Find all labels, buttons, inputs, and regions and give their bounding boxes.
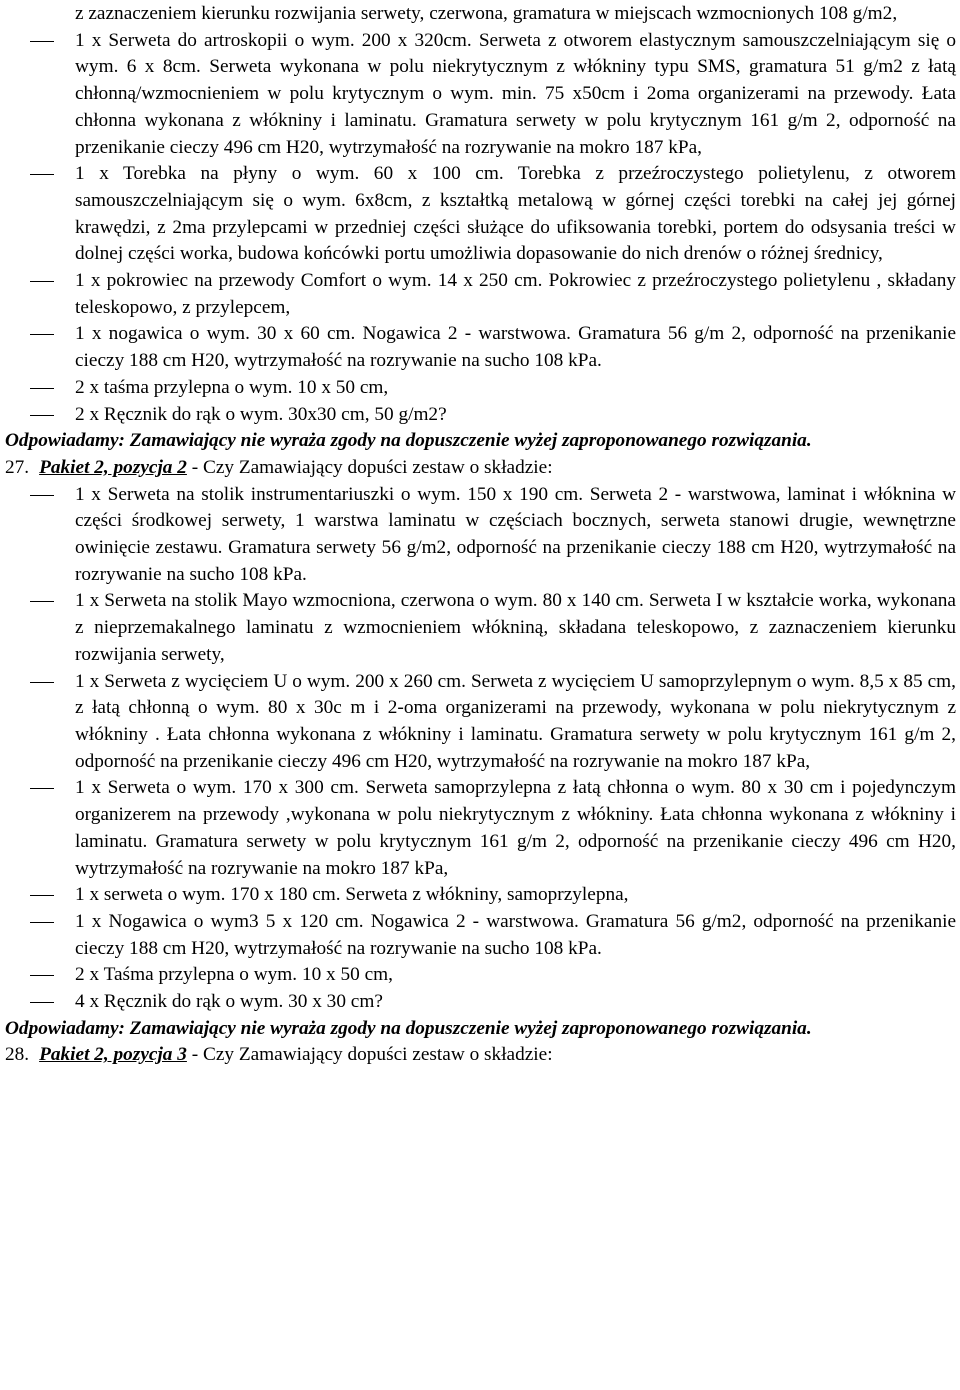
list-item: 1 x Nogawica o wym3 5 x 120 cm. Nogawica 2 - warstwowa. Gramatura 56 g/m2, odporność na przenikanie cieczy 188 cm H20, wytrzymałość na rozrywanie na sucho 108 kPa. [75, 910, 956, 959]
list-item: 1 x serweta o wym. 170 x 180 cm. Serweta z włókniny, samoprzylepna, [75, 884, 629, 906]
list-item: 1 x Serweta na stolik instrumentariuszki o wym. 150 x 190 cm. Serweta 2 - warstwowa, laminat i włóknina w części środkowej serwety, 1 warstwa laminatu w częściach bocznych, serweta stanowi drugie, wewnętrzne owinięcie zestawu. Gramatura serwety 56 g/m2, odporność na przenikanie cieczy 188 cm H20, wytrzymałość na rozrywanie na sucho 108 kPa. [75, 483, 956, 585]
paragraph-continuation: z zaznaczeniem kierunku rozwijania serwety, czerwona, gramatura w miejscach wzmocnionych 108 g/m2, [75, 3, 898, 24]
question-text: - Czy Zamawiający dopuści zestaw o składzie: [186, 456, 553, 478]
list-item: 2 x Ręcznik do rąk o wym. 30x30 cm, 50 g/m2? [75, 403, 447, 425]
question-number: 27. [5, 456, 30, 478]
question-heading [5, 1042, 956, 1069]
list-item: 2 x taśma przylepna o wym. 10 x 50 cm, [75, 376, 389, 398]
list-item: 4 x Ręcznik do rąk o wym. 30 x 30 cm? [75, 991, 383, 1013]
list-item: 1 x Serweta o wym. 170 x 300 cm. Serweta samoprzylepna z łatą chłonna o wym. 80 x 30 cm i pojedynczym organizerem na przewody ,wykonana w polu niekrytycznym z włókniny. Łata chłonna wykonana z włókniny i laminatu. Gramatura serwety w polu krytycznym 161 g/m 2, odporność na przenikanie cieczy 496 cm H20, wytrzymałość na rozrywanie na mokro 187 kPa, [75, 777, 956, 879]
package-reference: Pakiet 2, pozycja 2 [39, 456, 187, 478]
list-item: 1 x Serweta z wycięciem U o wym. 200 x 260 cm. Serweta z wycięciem U samoprzylepnym o wym. 8,5 x 85 cm, z łatą chłonną o wym. 80 x 30c m i 2-oma organizerami na przewody, wykonana w polu niekrytycznym z włókniny . Łata chłonna wykonana z włókniny i laminatu. Gramatura serwety w polu krytycznym 161 g/m 2, odporność na przenikanie cieczy 496 cm H20, wytrzymałość na rozrywanie na mokro 187 kPa, [75, 670, 956, 772]
list-item: 1 x Serweta do artroskopii o wym. 200 x 320cm. Serweta z otworem elastycznym samouszczelniającym się o wym. 6 x 8cm. Serweta wykonana w polu niekrytycznym z włókniny typu SMS, gramatura 51 g/m2 z łatą chłonną/wzmocnieniem w polu krytycznym o wym. min. 75 x50cm i 2oma organizerami na przewody. Łata chłonna wykonana z włókniny i laminatu. Gramatura serwety w polu krytycznym 161 g/m 2, odporność na przenikanie cieczy 496 cm H20, wytrzymałość na rozrywanie na mokro 187 kPa, [75, 29, 956, 158]
list-item: 2 x Taśma przylepna o wym. 10 x 50 cm, [75, 964, 393, 986]
bullet-list-a [0, 28, 960, 429]
document-page [0, 1, 960, 1069]
question-number: 28. [5, 1044, 30, 1066]
list-item: 1 x nogawica o wym. 30 x 60 cm. Nogawica 2 - warstwowa. Gramatura 56 g/m 2, odporność na przenikanie cieczy 188 cm H20, wytrzymałość na rozrywanie na sucho 108 kPa. [75, 323, 956, 372]
question-heading [5, 455, 956, 482]
list-item: 1 x pokrowiec na przewody Comfort o wym. 14 x 250 cm. Pokrowiec z przeźroczystego polietylenu , składany teleskopowo, z przylepcem, [75, 270, 956, 318]
bullet-list-b [0, 482, 960, 1016]
list-item: 1 x Torebka na płyny o wym. 60 x 100 cm. Torebka z przeźroczystego polietylenu, z otworem samouszczelniającym się o wym. 6x8cm, z kształtką metalową w górnej części torebki na całej jej górnej krawędzi, z 2ma przylepcami w przedniej części służące do ufiksowania torebki, portem do odsysania treści w dolnej części worka, budowa końcówki portu umożliwia dopasowanie do nich drenów o różnej średnicy, [75, 163, 956, 265]
response-text: Odpowiadamy: Zamawiający nie wyraża zgody na dopuszczenie wyżej zaproponowanego rozwiązania. [5, 430, 812, 452]
question-text: - Czy Zamawiający dopuści zestaw o składzie: [186, 1044, 553, 1066]
package-reference: Pakiet 2, pozycja 3 [39, 1044, 187, 1066]
list-item: 1 x Serweta na stolik Mayo wzmocniona, czerwona o wym. 80 x 140 cm. Serweta I w kształcie worka, wykonana z nieprzemakalnego laminatu z wzmocnieniem włókniną, składana teleskopowo, z zaznaczeniem kierunku rozwijania serwety, [75, 590, 956, 665]
response-text: Odpowiadamy: Zamawiający nie wyraża zgody na dopuszczenie wyżej zaproponowanego rozwiązania. [5, 1017, 812, 1039]
